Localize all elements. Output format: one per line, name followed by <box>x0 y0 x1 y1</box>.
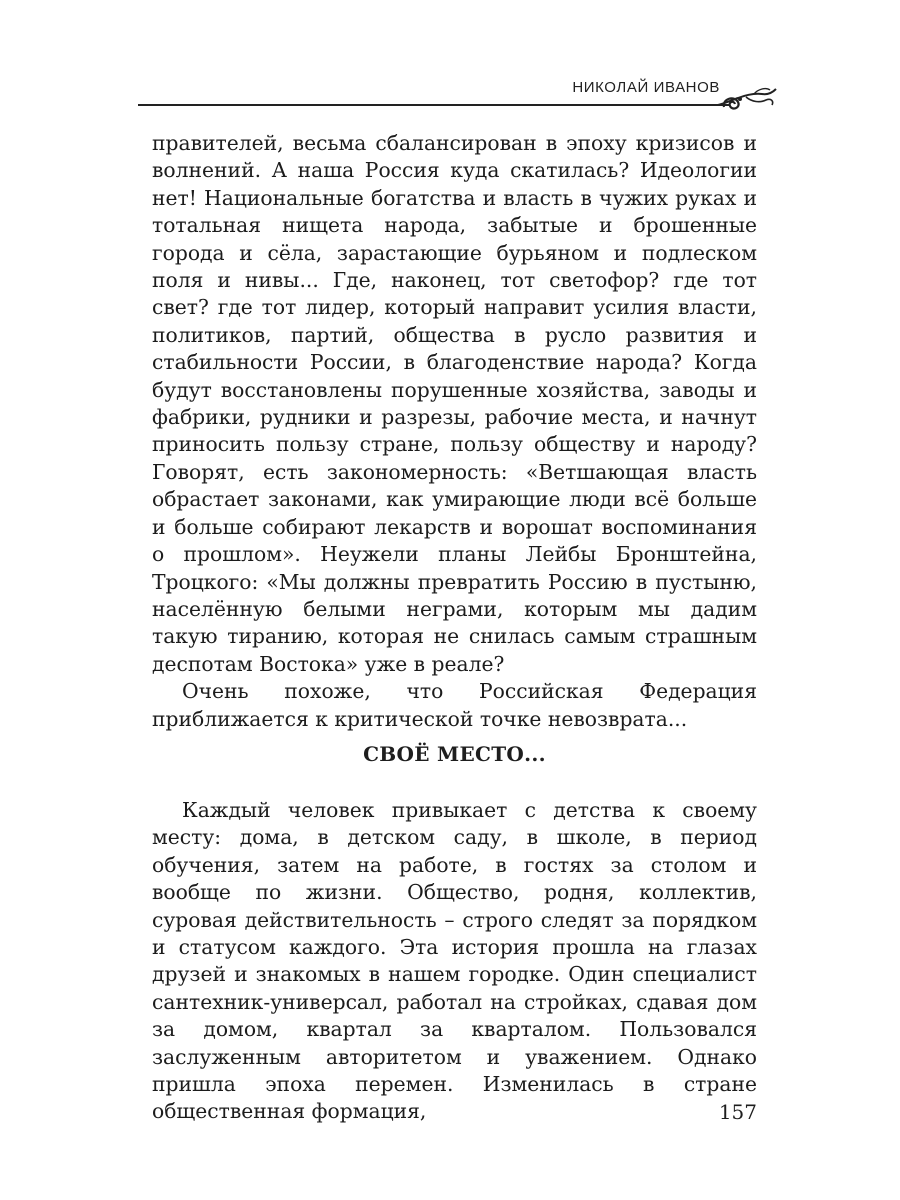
paragraph: Каждый человек привыкает с детства к своему месту: дома, в детском саду, в школе, в период обучения, затем на работе, в гостях за столом и вообще по жизни. Общество, родня, коллектив, суровая действительность – строго следят за порядком и статусом каждого. Эта история прошла на глазах друзей и знакомых в нашем городке. Один специалист сантехник-универсал, работал на стройках, сдавая дом за домом, квартал за кварталом. Пользовался заслуженным авторитетом и уважением. Однако пришла эпоха перемен. Изменилась в стране общественная формация, <box>152 798 757 1124</box>
paragraph: Очень похоже, что Российская Федерация приближается к критической точке невозврата... <box>152 679 757 731</box>
paragraph: правителей, весьма сбалансирован в эпоху кризисов и волнений. А наша Россия куда скатилась? Идеологии нет! Национальные богатства и власть в чужих руках и тотальная нищета народа, забытые и брошенные города и сёла, зарастающие бурьяном и подлеском поля и нивы... Где, наконец, тот светофор? где тот свет? где тот лидер, который направит усилия власти, политиков, партий, общества в русло развития и стабильности России, в благоденствие народа? Когда будут восстановлены порушенные хозяйства, заводы и фабрики, рудники и разрезы, рабочие места, и начнут приносить пользу стране, пользу обществу и народу? Говорят, есть закономерность: «Ветшающая власть обрастает законами, как умирающие люди всё больше и больше собирают лекарств и ворошат воспоминания о прошлом». Неужели планы Лейбы Бронштейна, Троцкого: «Мы должны превратить Россию в пустыню, населённую белыми неграми, которым мы дадим такую тиранию, которая не снилась самым страшным деспотам Востока» уже в реале? <box>152 131 757 676</box>
section-two-text <box>152 797 757 1126</box>
running-header <box>138 70 778 120</box>
header-rule <box>138 104 730 106</box>
page-number: 157 <box>718 1100 757 1124</box>
flourish-ornament-icon <box>716 84 778 114</box>
section-one-text <box>152 130 757 733</box>
section-title: СВОЁ МЕСТО... <box>363 742 546 766</box>
author-name: НИКОЛАЙ ИВАНОВ <box>572 79 720 96</box>
